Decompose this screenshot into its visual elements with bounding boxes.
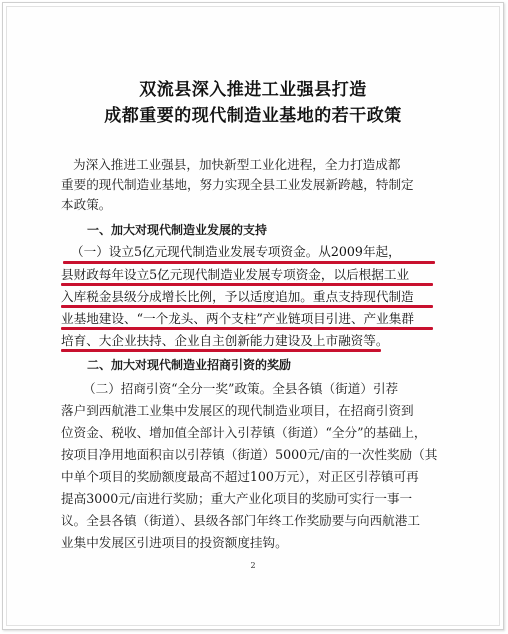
intro-line: 本政策。 (61, 197, 112, 212)
document-title-line2: 成都重要的现代制造业基地的若干政策 (104, 106, 402, 126)
red-underline (61, 283, 433, 286)
body-line: 中单个项目的奖励额度最高不超过100万元），对正区引荐镇可再 (61, 469, 419, 484)
body-line: 业集中发展区引进项目的投资额度挂钩。 (61, 535, 288, 550)
intro-line: 为深入推进工业强县，加快新型工业化进程，全力打造成都 (73, 157, 401, 172)
intro-line: 重要的现代制造业基地，努力实现全县工业发展新跨越，特制定 (61, 177, 414, 192)
body-line: 议。全县各镇（街道）、县级各部门年终工作奖励要与向西航港工 (61, 513, 420, 528)
body-line: 落户到西航港工业集中发展区的现代制造业项目，在招商引资到 (61, 403, 414, 418)
highlighted-line: （一）设立5亿元现代制造业发展专项资金。从2009年起， (71, 244, 401, 259)
red-underline (61, 305, 433, 308)
highlighted-line: 培育、大企业扶持、企业自主创新能力建设及上市融资等。 (61, 333, 389, 348)
highlighted-line: 县财政每年设立5亿元现代制造业发展专项资金，以后根据工业 (61, 267, 410, 282)
highlighted-line: 入库税金县级分成增长比例，予以适度追加。重点支持现代制造 (61, 289, 414, 304)
document-page (6, 6, 500, 626)
body-line: 提高3000元/亩进行奖励；重大产业化项目的奖励可实行一事一 (61, 491, 413, 506)
page-number: 2 (250, 561, 256, 570)
red-underline (61, 349, 381, 352)
highlighted-line: 业基地建设、“一个龙头、两个支柱”产业链项目引进、产业集群 (61, 311, 414, 326)
body-line: 按项目净用地面积亩以引荐镇（街道）5000元/亩的一次性奖励（其 (61, 447, 438, 462)
body-line: 位资金、税收、增加值全部计入引荐镇（街道）“全分”的基础上， (61, 425, 427, 440)
body-line: （二）招商引资“全分一奖”政策。全县各镇（街道）引荐 (83, 381, 399, 396)
section-heading: 二、加大对现代制造业招商引资的奖励 (87, 358, 292, 372)
document-title-line1: 双流县深入推进工业强县打造 (139, 80, 367, 100)
red-underline (61, 327, 433, 330)
red-underline (63, 261, 435, 264)
section-heading: 一、加大对现代制造业发展的支持 (87, 223, 268, 237)
